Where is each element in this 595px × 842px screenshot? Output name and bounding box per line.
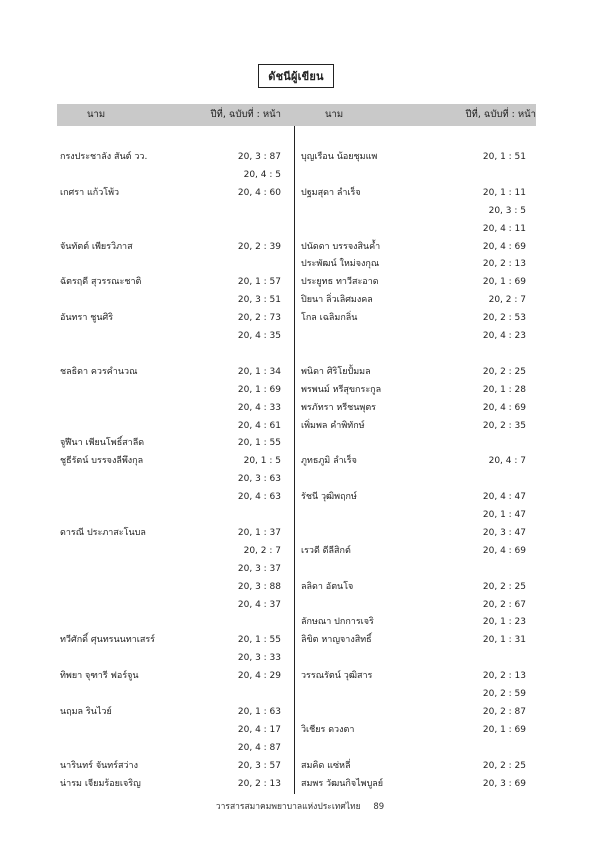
issue-reference: 20, 1 : 69 xyxy=(482,277,526,287)
issue-reference: 20, 4 : 5 xyxy=(243,170,281,180)
issue-reference: 20, 2 : 7 xyxy=(488,295,526,305)
issue-reference: 20, 4 : 37 xyxy=(237,600,281,610)
author-name: นฤมล รินไวย์ xyxy=(60,707,112,717)
author-name: เพิ่มพล คำพิทักษ์ xyxy=(301,421,365,431)
author-name: ลิขิต หาญจางสิทธิ์ xyxy=(301,635,372,645)
issue-reference: 20, 1 : 69 xyxy=(482,725,526,735)
page-footer xyxy=(200,799,400,813)
issue-reference: 20, 1 : 34 xyxy=(237,367,281,377)
issue-reference: 20, 1 : 31 xyxy=(482,635,526,645)
header-ref-right: ปีที่, ฉบับที่ : หน้า xyxy=(465,109,536,120)
issue-reference: 20, 2 : 25 xyxy=(482,582,526,592)
author-name: ประยูทธ ทาวีสะอาด xyxy=(301,277,379,287)
author-name: วรรณรัตน์ วุฒิสาร xyxy=(301,671,373,681)
author-name: ทวีศักดิ์ ศุนทรนนทาเสรร์ xyxy=(60,635,156,645)
author-name: อันทรา ชูนศิริ xyxy=(60,313,114,323)
issue-reference: 20, 1 : 69 xyxy=(237,385,281,395)
author-name: ประพัฒน์ ใหม่จงกุณ xyxy=(301,259,380,269)
author-name: รัชนี วุฒิพฤกษ์ xyxy=(301,492,357,502)
issue-reference: 20, 3 : 33 xyxy=(237,653,281,663)
author-name: ทิพยา จุฑารี ฟอร์จูน xyxy=(60,671,139,681)
author-name: จันทัตต์ เพียรวิภาส xyxy=(60,242,133,252)
issue-reference: 20, 2 : 53 xyxy=(482,313,526,323)
header-name-left: นาม xyxy=(87,109,106,120)
author-name: เกศรา แก้วโพ้ว xyxy=(60,188,120,198)
author-name: โกล เฉลิมกลิ่น xyxy=(301,313,358,323)
author-name: พรพนม์ หรีสุขกระกูล xyxy=(301,385,382,395)
author-name: ดารณี ประภาสะโนบล xyxy=(60,528,146,538)
issue-reference: 20, 1 : 55 xyxy=(237,635,281,645)
author-name: สมพร วัฒนกิจไพบูลย์ xyxy=(301,779,384,789)
issue-reference: 20, 4 : 33 xyxy=(237,403,281,413)
issue-reference: 20, 4 : 60 xyxy=(237,188,281,198)
author-name: ลักษณา ปกการเจริ xyxy=(301,617,374,627)
issue-reference: 20, 2 : 7 xyxy=(243,546,281,556)
issue-reference: 20, 3 : 88 xyxy=(237,582,281,592)
author-name: ปนัดดา บรรจงสินค้ำ xyxy=(301,242,381,252)
author-name: พรภัทรา หรีชนพุตร xyxy=(301,403,377,413)
author-name: ปฐมสุดา ลำเร็จ xyxy=(301,188,361,198)
issue-reference: 20, 4 : 63 xyxy=(237,492,281,502)
author-name: ชูธีรัตน์ บรรจงลีพึงกุล xyxy=(60,456,144,466)
issue-reference: 20, 4 : 69 xyxy=(482,546,526,556)
author-name: จูฬีนา เพียนโพธิ์สาลีด xyxy=(60,438,145,448)
issue-reference: 20, 2 : 25 xyxy=(482,367,526,377)
issue-reference: 20, 4 : 69 xyxy=(482,403,526,413)
author-name: ภูทธภูมิ ลำเร็จ xyxy=(301,456,357,466)
header-ref-left: ปีที่, ฉบับที่ : หน้า xyxy=(210,109,281,120)
issue-reference: 20, 1 : 11 xyxy=(482,188,526,198)
issue-reference: 20, 4 : 11 xyxy=(482,224,526,234)
journal-name: วารสารสมาคมพยาบาลแห่งประเทศไทย xyxy=(215,802,361,812)
issue-reference: 20, 2 : 13 xyxy=(482,259,526,269)
issue-reference: 20, 2 : 39 xyxy=(237,242,281,252)
issue-reference: 20, 1 : 5 xyxy=(243,456,281,466)
issue-reference: 20, 4 : 17 xyxy=(237,725,281,735)
header-name-right: นาม xyxy=(325,109,344,120)
issue-reference: 20, 1 : 63 xyxy=(237,707,281,717)
issue-reference: 20, 1 : 37 xyxy=(237,528,281,538)
issue-reference: 20, 2 : 25 xyxy=(482,761,526,771)
author-name: น่ารม เจียมร้อยเจริญ xyxy=(60,779,141,789)
issue-reference: 20, 4 : 7 xyxy=(488,456,526,466)
author-name: บุญเรือน น้อยชุมแพ xyxy=(301,152,378,162)
page-number: 89 xyxy=(373,802,385,812)
author-name: วิเชียร ดวงตา xyxy=(301,725,355,735)
issue-reference: 20, 1 : 51 xyxy=(482,152,526,162)
issue-reference: 20, 3 : 5 xyxy=(488,206,526,216)
issue-reference: 20, 1 : 23 xyxy=(482,617,526,627)
issue-reference: 20, 3 : 51 xyxy=(237,295,281,305)
author-name: ลลิดา อัตนโจ xyxy=(301,582,354,592)
issue-reference: 20, 2 : 73 xyxy=(237,313,281,323)
issue-reference: 20, 2 : 13 xyxy=(482,671,526,681)
author-name: นารินทร์ จันทร์สว่าง xyxy=(60,761,139,771)
issue-reference: 20, 2 : 67 xyxy=(482,600,526,610)
author-name: เรวดี ดีลีสิกต์ xyxy=(301,546,351,556)
author-name: ปิยนา ลิ่วเลิศมงคล xyxy=(301,295,373,305)
issue-reference: 20, 1 : 28 xyxy=(482,385,526,395)
author-name: พนิดา ศิริโยปั้มมล xyxy=(301,367,371,377)
issue-reference: 20, 3 : 57 xyxy=(237,761,281,771)
issue-reference: 20, 4 : 61 xyxy=(237,421,281,431)
issue-reference: 20, 4 : 87 xyxy=(237,743,281,753)
author-name: กรงประชาลัง สันต์ วว. xyxy=(60,152,148,162)
issue-reference: 20, 1 : 57 xyxy=(237,277,281,287)
issue-reference: 20, 3 : 47 xyxy=(482,528,526,538)
author-name: ชลธิดา ควรคำนวณ xyxy=(60,367,138,377)
issue-reference: 20, 4 : 23 xyxy=(482,331,526,341)
issue-reference: 20, 4 : 47 xyxy=(482,492,526,502)
index-title: ดัชนีผู้เขียน xyxy=(258,64,334,88)
issue-reference: 20, 2 : 59 xyxy=(482,689,526,699)
issue-reference: 20, 3 : 87 xyxy=(237,152,281,162)
issue-reference: 20, 1 : 55 xyxy=(237,438,281,448)
author-name: สมคิด แซ่หลี่ xyxy=(301,761,351,771)
author-name: ฉัตรฤดี สุวรรณะชาติ xyxy=(60,277,142,287)
issue-reference: 20, 2 : 35 xyxy=(482,421,526,431)
issue-reference: 20, 4 : 69 xyxy=(482,242,526,252)
issue-reference: 20, 4 : 35 xyxy=(237,331,281,341)
issue-reference: 20, 4 : 29 xyxy=(237,671,281,681)
issue-reference: 20, 1 : 47 xyxy=(482,510,526,520)
issue-reference: 20, 3 : 69 xyxy=(482,779,526,789)
issue-reference: 20, 3 : 37 xyxy=(237,564,281,574)
issue-reference: 20, 2 : 13 xyxy=(237,779,281,789)
issue-reference: 20, 2 : 87 xyxy=(482,707,526,717)
issue-reference: 20, 3 : 63 xyxy=(237,474,281,484)
